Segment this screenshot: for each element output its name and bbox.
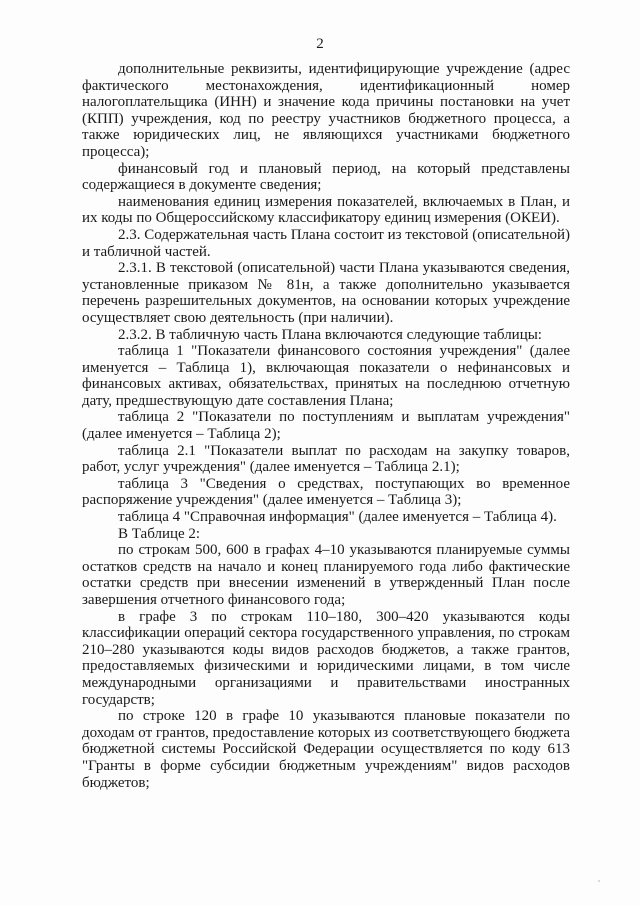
document-body — [82, 61, 570, 791]
paragraph-row-120: по строке 120 в графе 10 указываются плановые показатели по доходам от грантов, предоставление которых из соответствующего бюджета бюджетной системы Российской Федерации осуществляется по коду 613 "Гранты в форме субсидии бюджетным учреждениям" видов расходов бюджетов; — [82, 708, 570, 791]
paragraph-rows-500-600: по строкам 500, 600 в графах 4–10 указываются планируемые суммы остатков средств на начало и конец планируемого года либо фактические остатки средств при внесении изменений в утвержденный План после завершения отчетного финансового года; — [82, 542, 570, 608]
paragraph-table-1: таблица 1 "Показатели финансового состояния учреждения" (далее именуется – Таблица 1), включающая показатели о нефинансовых и финансовых активах, обязательствах, принятых на последнюю отчетную дату, предшествующую дате составления Плана; — [82, 343, 570, 409]
page-number: 2 — [316, 36, 324, 52]
paragraph-2-3: 2.3. Содержательная часть Плана состоит из текстовой (описательной) и табличной частей. — [82, 226, 570, 260]
paragraph-2-3-1: 2.3.1. В текстовой (описательной) части Плана указываются сведения, установленные приказом № 81н, а также дополнительно указывается перечень разрешительных документов, на основании которых учреждение осуществляет свою деятельность (при наличии). — [82, 260, 570, 326]
paragraph-column-3: в графе 3 по строкам 110–180, 300–420 указываются коды классификации операций сектора государственного управления, по строкам 210–280 указываются коды видов расходов бюджетов, а также грантов, предоставляемых физическими и юридическими лицами, в том числе международными организациями и правительствами иностранных государств; — [82, 608, 570, 708]
paragraph-table-2: таблица 2 "Показатели по поступлениям и выплатам учреждения" (далее именуется – Таблица 2); — [82, 409, 570, 443]
paragraph-table-4: таблица 4 "Справочная информация" (далее именуется – Таблица 4). — [118, 509, 557, 526]
paragraph-table-3: таблица 3 "Сведения о средствах, поступающих во временное распоряжение учреждения" (далее именуется – Таблица 3); — [82, 475, 570, 509]
paragraph-requisites: дополнительные реквизиты, идентифицирующие учреждение (адрес фактического местонахождения, идентификационный номер налогоплательщика (ИНН) и значение кода причины постановки на учет (КПП) учреждения, код по реестру участников бюджетного процесса, а также юридических лиц, не являющихся участниками бюджетного процесса); — [82, 61, 570, 160]
paragraph-financial-year: финансовый год и плановый период, на который представлены содержащиеся в документе сведения; — [82, 160, 570, 194]
paragraph-table-2-1: таблица 2.1 "Показатели выплат по расходам на закупку товаров, работ, услуг учреждения" (далее именуется – Таблица 2.1); — [82, 442, 570, 476]
scan-speck — [598, 880, 600, 882]
paragraph-units: наименования единиц измерения показателей, включаемых в План, и их коды по Общероссийскому классификатору единиц измерения (ОКЕИ). — [82, 193, 570, 227]
paragraph-in-table-2: В Таблице 2: — [118, 525, 201, 542]
paragraph-2-3-2: 2.3.2. В табличную часть Плана включаются следующие таблицы: — [118, 326, 542, 343]
